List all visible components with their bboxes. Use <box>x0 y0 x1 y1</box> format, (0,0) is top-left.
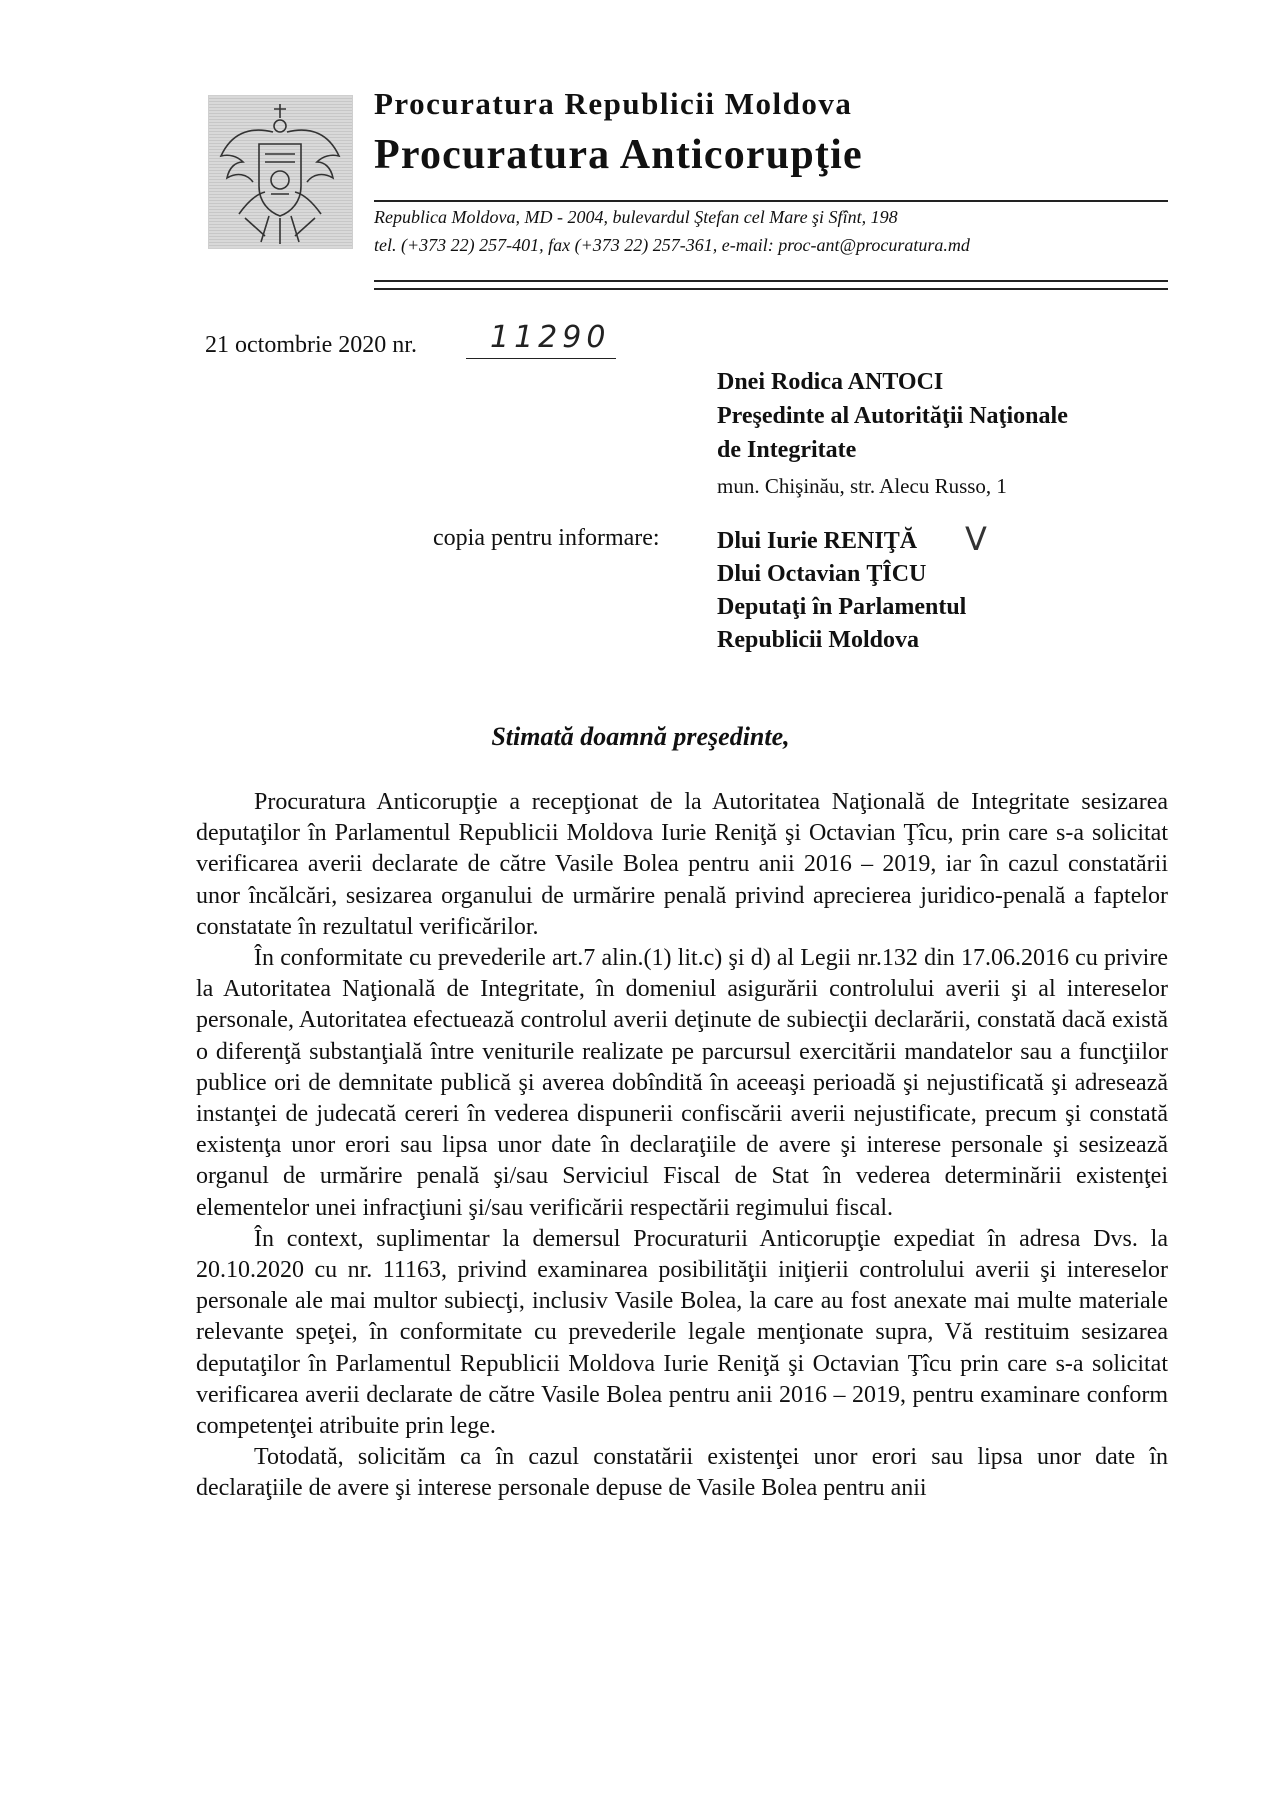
copy-recipient-role: Deputaţi în Parlamentul <box>717 594 967 620</box>
addressee-title: Preşedinte al Autorităţii Naţionale <box>717 403 1068 429</box>
copy-recipient-role-cont: Republicii Moldova <box>717 627 920 653</box>
addressee-block <box>717 365 1068 503</box>
document-date: 21 octombrie 2020 nr. <box>205 332 417 358</box>
copy-recipient-1: Dlui Iurie RENIŢĂ <box>717 528 918 554</box>
addressee-address: mun. Chişinău, str. Alecu Russo, 1 <box>717 474 1007 498</box>
registration-number-field <box>466 318 616 359</box>
paragraph: Procuratura Anticorupţie a recepţionat de la Autoritatea Naţională de Integritate sesizarea deputaţilor în Parlamentul Republicii Moldova Iurie Reniţă şi Octavian Ţîcu, prin care s-a solicitat verificarea averii declarate de către Vasile Bolea pentru anii 2016 – 2019, iar în cazul constatării unor încălcări, sesizarea organului de urmărire penală privind aprecierea juridico-penală a faptelor constatate în rezultatul verificărilor. <box>196 789 1168 940</box>
copy-label: copia pentru informare: <box>433 525 660 551</box>
coat-of-arms-icon <box>209 96 352 248</box>
institution-name: Procuratura Republicii Moldova <box>374 86 853 121</box>
paragraph: În context, suplimentar la demersul Procuraturii Anticorupţie expediat în adresa Dvs. la 20.10.2020 cu nr. 11163, privind examinarea posibilităţii iniţierii controlului averii şi intereselor personale ale mai multor subiecţi, inclusiv Vasile Bolea, la care au fost anexate mai multe materiale relevante speţei, în conformitate cu prevederile legale menţionate supra, Vă restituim sesizarea deputaţilor în Parlamentul Republicii Moldova Iurie Reniţă şi Octavian Ţîcu prin care s-a solicitat verificarea averii declarate de către Vasile Bolea pentru anii 2016 – 2019, pentru examinare conform competenţei atribuite prin lege. <box>196 1225 1168 1440</box>
salutation: Stimată doamnă preşedinte, <box>491 722 790 751</box>
registration-number-handwritten: 11290 <box>490 320 611 355</box>
coat-of-arms-logo <box>208 95 353 249</box>
addressee-title-cont: de Integritate <box>717 437 857 463</box>
addressee-name: Dnei Rodica ANTOCI <box>717 369 944 395</box>
letter-body <box>196 787 1168 1505</box>
institution-contacts: tel. (+373 22) 257-401, fax (+373 22) 257-361, e-mail: proc-ant@procuratura.md <box>374 235 970 255</box>
paragraph: Totodată, solicităm ca în cazul constatării existenţei unor erori sau lipsa unor date în declaraţiile de avere şi interese personale depuse de Vasile Bolea pentru anii <box>196 1444 1168 1502</box>
copy-recipients <box>717 525 966 657</box>
institution-address: Republica Moldova, MD - 2004, bulevardul Ştefan cel Mare şi Sfînt, 198 <box>374 207 898 227</box>
institution-department: Procuratura Anticorupţie <box>374 132 863 178</box>
paragraph: În conformitate cu prevederile art.7 alin.(1) lit.c) şi d) al Legii nr.132 din 17.06.2016 cu privire la Autoritatea Naţională de Integritate, în domeniul asigurării controlului averii şi al intereselor personale, Autoritatea efectuează controlul averii deţinute de subiecţii declarării, constată dacă există o diferenţă substanţială între veniturile realizate pe parcursul exercitării mandatelor sau a funcţiilor publice ori de demnitate publică şi averea dobîndită în aceeaşi perioadă şi nejustificată şi adresează instanţei de judecată cereri în vederea dispunerii confiscării averii nejustificate, precum şi constată existenţa unor erori sau lipsa unor date în declaraţiile de avere şi interese personale şi sesizează organul de urmărire penală şi/sau Serviciul Fiscal de Stat în vederea determinării existenţei elementelor unei infracţiuni şi/sau verificării respectării regimului fiscal. <box>196 945 1168 1221</box>
handwritten-check-mark: V <box>965 520 987 558</box>
header-double-divider <box>374 280 1168 290</box>
header-divider <box>374 200 1168 202</box>
copy-recipient-2: Dlui Octavian ŢÎCU <box>717 561 927 587</box>
